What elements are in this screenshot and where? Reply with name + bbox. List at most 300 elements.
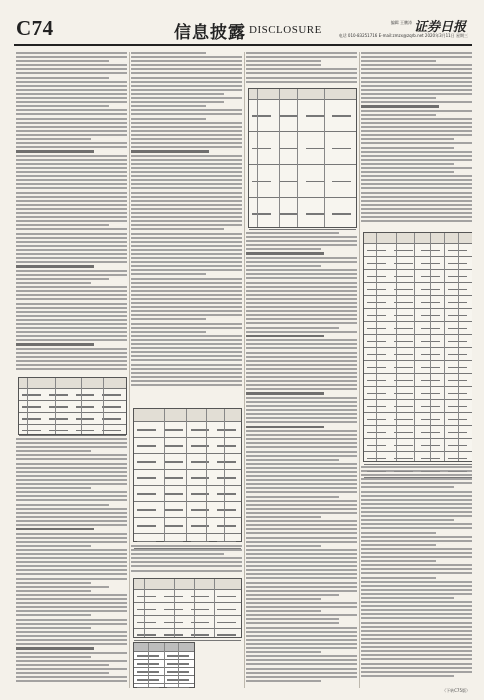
text-line bbox=[361, 675, 454, 677]
text-line bbox=[131, 204, 242, 206]
text-line bbox=[131, 118, 206, 120]
data-table bbox=[18, 377, 127, 435]
text-line bbox=[16, 261, 127, 263]
article-text-block bbox=[246, 52, 357, 85]
text-line bbox=[131, 77, 242, 79]
text-line bbox=[16, 52, 127, 54]
text-line bbox=[16, 652, 127, 654]
text-line bbox=[16, 56, 127, 58]
text-line bbox=[246, 376, 357, 378]
text-line bbox=[16, 471, 127, 473]
table-cell-text bbox=[137, 541, 156, 543]
text-line bbox=[246, 343, 357, 345]
text-line bbox=[361, 622, 472, 624]
text-line bbox=[16, 631, 127, 633]
text-line bbox=[16, 610, 127, 612]
text-line bbox=[16, 483, 127, 485]
text-line bbox=[246, 352, 357, 354]
text-line bbox=[361, 532, 436, 534]
text-line bbox=[16, 77, 109, 79]
text-line bbox=[16, 565, 127, 567]
text-line bbox=[16, 541, 127, 543]
text-line bbox=[16, 142, 127, 144]
text-line bbox=[361, 56, 472, 58]
text-line bbox=[131, 282, 242, 284]
text-line bbox=[361, 667, 472, 669]
text-line bbox=[246, 528, 357, 530]
table-cell-text bbox=[217, 525, 236, 527]
table-cell-text bbox=[76, 418, 95, 420]
text-line bbox=[131, 179, 242, 181]
text-line bbox=[16, 569, 127, 571]
small-table bbox=[133, 642, 195, 688]
table-cell-text bbox=[332, 213, 351, 215]
text-line bbox=[131, 85, 242, 87]
text-line bbox=[361, 503, 472, 505]
table-cell-text bbox=[164, 493, 183, 495]
text-line bbox=[16, 335, 127, 337]
text-line bbox=[16, 179, 127, 181]
text-line bbox=[131, 557, 242, 559]
column-divider bbox=[359, 52, 360, 688]
text-line bbox=[361, 654, 472, 656]
text-line bbox=[16, 265, 94, 267]
text-line bbox=[361, 64, 472, 66]
table-cell-text bbox=[164, 461, 183, 463]
table-cell-text bbox=[167, 687, 189, 688]
text-line bbox=[16, 586, 109, 588]
text-line bbox=[16, 220, 127, 222]
text-line bbox=[16, 343, 94, 345]
text-line bbox=[16, 200, 127, 202]
text-column-2 bbox=[131, 52, 242, 688]
text-line bbox=[246, 388, 357, 390]
text-line bbox=[131, 105, 206, 107]
text-line bbox=[16, 594, 127, 596]
table-cell-text bbox=[252, 213, 271, 215]
editor-line: 编辑 王鹏涛 bbox=[390, 20, 412, 25]
text-line bbox=[361, 147, 454, 149]
text-line bbox=[131, 122, 242, 124]
text-line bbox=[246, 504, 357, 506]
text-line bbox=[246, 265, 321, 267]
text-line bbox=[246, 500, 357, 502]
article-text-block bbox=[131, 52, 242, 388]
text-line bbox=[16, 212, 127, 214]
text-line bbox=[246, 618, 339, 620]
text-line bbox=[361, 216, 472, 218]
text-line bbox=[361, 593, 472, 595]
table-cell-text bbox=[137, 525, 156, 527]
text-line bbox=[131, 196, 242, 198]
text-line bbox=[361, 642, 472, 644]
text-line bbox=[16, 245, 127, 247]
text-line bbox=[131, 138, 242, 140]
text-line bbox=[16, 639, 127, 641]
text-line bbox=[361, 138, 454, 140]
text-line bbox=[16, 249, 127, 251]
text-line bbox=[16, 680, 127, 682]
table-cell-text bbox=[332, 181, 351, 183]
text-line bbox=[361, 499, 472, 501]
text-line bbox=[361, 634, 472, 636]
text-line bbox=[16, 315, 127, 317]
text-line bbox=[361, 609, 472, 611]
text-line bbox=[361, 167, 472, 169]
text-line bbox=[361, 101, 472, 103]
text-line bbox=[246, 236, 357, 238]
data-table bbox=[133, 578, 242, 638]
text-line bbox=[16, 257, 127, 259]
text-line bbox=[131, 171, 242, 173]
text-line bbox=[361, 560, 436, 562]
text-line bbox=[16, 138, 91, 140]
text-line bbox=[361, 601, 472, 603]
text-line bbox=[361, 110, 472, 112]
text-line bbox=[131, 150, 209, 152]
text-line bbox=[131, 257, 242, 259]
table-cell-text bbox=[22, 394, 41, 396]
text-line bbox=[246, 545, 321, 547]
text-line bbox=[131, 318, 206, 320]
text-line bbox=[16, 533, 127, 535]
table-cell-text bbox=[49, 430, 68, 432]
text-line bbox=[246, 290, 357, 292]
text-line bbox=[16, 454, 127, 456]
text-line bbox=[246, 451, 357, 453]
text-line bbox=[246, 655, 357, 657]
text-line bbox=[16, 475, 127, 477]
text-line bbox=[361, 585, 472, 587]
article-text-block bbox=[361, 466, 472, 679]
text-line bbox=[246, 314, 357, 316]
text-line bbox=[246, 368, 357, 370]
table-cell-text bbox=[217, 477, 236, 479]
table-cell-text bbox=[306, 181, 325, 183]
text-line bbox=[16, 130, 127, 132]
text-line bbox=[16, 85, 127, 87]
text-line bbox=[16, 647, 94, 649]
text-line bbox=[16, 303, 127, 305]
text-line bbox=[246, 582, 357, 584]
text-line bbox=[131, 134, 242, 136]
text-line bbox=[16, 360, 127, 362]
text-line bbox=[16, 253, 127, 255]
text-line bbox=[361, 97, 436, 99]
text-line bbox=[131, 553, 224, 555]
text-line bbox=[246, 610, 321, 612]
table-cell-text bbox=[102, 430, 121, 432]
text-line bbox=[16, 352, 127, 354]
text-line bbox=[131, 81, 242, 83]
text-line bbox=[16, 549, 127, 551]
text-line bbox=[246, 442, 357, 444]
text-line bbox=[131, 351, 242, 353]
text-line bbox=[16, 233, 127, 235]
text-line bbox=[361, 72, 472, 74]
table-cell-text bbox=[306, 213, 325, 215]
text-line bbox=[246, 335, 324, 337]
text-line bbox=[131, 68, 242, 70]
text-line bbox=[246, 561, 357, 563]
text-line bbox=[131, 290, 242, 292]
text-line bbox=[131, 146, 242, 148]
text-line bbox=[246, 277, 357, 279]
text-line bbox=[246, 647, 357, 649]
text-line bbox=[16, 557, 127, 559]
text-line bbox=[361, 196, 472, 198]
table-cell-text bbox=[217, 445, 236, 447]
text-line bbox=[246, 455, 357, 457]
text-line bbox=[16, 216, 127, 218]
table-cell-text bbox=[137, 596, 156, 598]
text-line bbox=[131, 355, 242, 357]
text-line bbox=[16, 159, 127, 161]
text-line bbox=[361, 171, 454, 173]
table-cell-text bbox=[22, 430, 41, 432]
text-line bbox=[246, 273, 357, 275]
text-line bbox=[16, 450, 91, 452]
text-line bbox=[361, 212, 472, 214]
text-line bbox=[246, 668, 357, 670]
text-line bbox=[361, 52, 472, 54]
text-line bbox=[131, 192, 242, 194]
table-cell-text bbox=[217, 609, 236, 611]
text-line bbox=[246, 520, 357, 522]
text-line bbox=[246, 651, 321, 653]
text-line bbox=[246, 52, 357, 54]
text-line bbox=[16, 635, 127, 637]
text-line bbox=[131, 224, 242, 226]
text-line bbox=[246, 639, 357, 641]
text-line bbox=[246, 635, 357, 637]
text-line bbox=[246, 438, 357, 440]
text-line bbox=[361, 175, 472, 177]
text-line bbox=[246, 553, 357, 555]
text-line bbox=[361, 151, 472, 153]
text-line bbox=[361, 577, 436, 579]
text-line bbox=[246, 269, 357, 271]
text-line bbox=[361, 564, 472, 566]
text-line bbox=[16, 553, 127, 555]
text-line bbox=[16, 241, 127, 243]
section-title: 信息披露 bbox=[174, 23, 246, 43]
text-line bbox=[246, 524, 357, 526]
text-line bbox=[16, 290, 127, 292]
text-line bbox=[131, 314, 242, 316]
text-line bbox=[246, 298, 357, 300]
text-line bbox=[246, 327, 339, 329]
text-line bbox=[16, 323, 127, 325]
table-cell-text bbox=[49, 406, 68, 408]
text-line bbox=[361, 466, 472, 468]
table-cell-text bbox=[137, 493, 156, 495]
text-line bbox=[16, 150, 94, 152]
text-line bbox=[16, 118, 127, 120]
text-line bbox=[131, 93, 224, 95]
text-line bbox=[16, 278, 109, 280]
text-line bbox=[246, 64, 321, 66]
text-line bbox=[16, 491, 127, 493]
article-text-block bbox=[16, 52, 127, 372]
text-line bbox=[361, 544, 436, 546]
text-line bbox=[246, 240, 357, 242]
text-line bbox=[246, 463, 357, 465]
table-cell-text bbox=[22, 406, 41, 408]
text-line bbox=[246, 244, 357, 246]
text-line bbox=[246, 672, 357, 674]
text-line bbox=[131, 130, 242, 132]
text-line bbox=[361, 552, 472, 554]
text-line bbox=[16, 590, 91, 592]
text-line bbox=[246, 364, 357, 366]
table-cell-text bbox=[306, 148, 325, 150]
table-cell-text bbox=[137, 687, 159, 688]
text-line bbox=[246, 302, 357, 304]
text-line bbox=[246, 680, 321, 682]
text-line bbox=[246, 339, 357, 341]
text-line bbox=[246, 252, 324, 254]
text-line bbox=[246, 248, 321, 250]
text-line bbox=[16, 122, 127, 124]
text-line bbox=[131, 60, 242, 62]
text-line bbox=[16, 208, 127, 210]
text-line bbox=[361, 486, 454, 488]
text-line bbox=[361, 650, 472, 652]
text-line bbox=[16, 155, 127, 157]
text-line bbox=[16, 660, 127, 662]
text-line bbox=[16, 72, 127, 74]
text-line bbox=[246, 467, 357, 469]
text-line bbox=[361, 556, 472, 558]
text-line bbox=[131, 228, 224, 230]
text-line bbox=[16, 113, 127, 115]
text-line bbox=[16, 578, 127, 580]
text-line bbox=[246, 631, 357, 633]
text-line bbox=[246, 372, 357, 374]
meta-line: 电话 010-83251716 E-mail:zmzx@zqrb.net 2020年3月11日 星期三 bbox=[338, 33, 468, 38]
table-cell-text bbox=[217, 429, 236, 431]
text-line bbox=[131, 545, 242, 547]
text-line bbox=[361, 523, 472, 525]
text-line bbox=[131, 175, 242, 177]
text-line bbox=[246, 614, 357, 616]
text-line bbox=[16, 487, 91, 489]
text-line bbox=[131, 570, 242, 572]
text-line bbox=[246, 508, 357, 510]
text-line bbox=[361, 536, 472, 538]
table-cell-text bbox=[252, 148, 271, 150]
text-line bbox=[361, 155, 472, 157]
table-cell-text bbox=[306, 115, 325, 117]
text-line bbox=[16, 467, 127, 469]
text-line bbox=[16, 282, 91, 284]
text-line bbox=[361, 192, 472, 194]
text-line bbox=[361, 118, 472, 120]
text-line bbox=[361, 183, 472, 185]
text-line bbox=[361, 93, 472, 95]
text-line bbox=[246, 516, 321, 518]
text-line bbox=[361, 68, 472, 70]
text-line bbox=[16, 204, 127, 206]
text-line bbox=[131, 200, 242, 202]
text-line bbox=[16, 64, 127, 66]
text-line bbox=[361, 81, 472, 83]
text-line bbox=[131, 278, 242, 280]
text-line bbox=[16, 171, 127, 173]
text-line bbox=[131, 89, 242, 91]
text-line bbox=[361, 482, 472, 484]
column-divider bbox=[129, 52, 130, 688]
text-line bbox=[16, 89, 127, 91]
text-line bbox=[246, 318, 357, 320]
table-cell-text bbox=[252, 115, 271, 117]
text-line bbox=[246, 602, 357, 604]
text-line bbox=[16, 183, 127, 185]
table-cell-text bbox=[102, 418, 121, 420]
text-line bbox=[16, 146, 127, 148]
text-line bbox=[131, 212, 242, 214]
text-line bbox=[16, 458, 127, 460]
text-line bbox=[131, 380, 242, 382]
text-line bbox=[16, 623, 127, 625]
table-cell-text bbox=[217, 634, 236, 636]
table-cell-text bbox=[22, 418, 41, 420]
text-line bbox=[246, 384, 357, 386]
text-line bbox=[131, 347, 242, 349]
text-line bbox=[16, 356, 127, 358]
text-line bbox=[131, 220, 242, 222]
table-cell-text bbox=[137, 445, 156, 447]
text-line bbox=[16, 274, 127, 276]
text-line bbox=[16, 499, 127, 501]
text-line bbox=[131, 327, 242, 329]
table-cell-text bbox=[217, 541, 236, 543]
text-line bbox=[16, 438, 127, 440]
text-line bbox=[361, 589, 472, 591]
text-line bbox=[16, 134, 127, 136]
text-line bbox=[361, 511, 472, 513]
text-line bbox=[246, 496, 339, 498]
text-line bbox=[361, 495, 472, 497]
text-line bbox=[361, 540, 472, 542]
text-line bbox=[246, 549, 357, 551]
text-line bbox=[361, 519, 454, 521]
text-line bbox=[246, 577, 357, 579]
text-line bbox=[16, 298, 127, 300]
text-line bbox=[361, 638, 472, 640]
text-line bbox=[16, 60, 109, 62]
text-line bbox=[361, 568, 472, 570]
text-line bbox=[246, 434, 357, 436]
table-cell-text bbox=[137, 509, 156, 511]
text-line bbox=[246, 532, 357, 534]
text-line bbox=[131, 163, 242, 165]
text-line bbox=[361, 478, 472, 480]
text-line bbox=[246, 590, 357, 592]
text-line bbox=[16, 97, 127, 99]
text-line bbox=[361, 572, 472, 574]
text-line bbox=[131, 269, 242, 271]
text-line bbox=[131, 109, 242, 111]
text-line bbox=[16, 545, 91, 547]
text-line bbox=[361, 597, 454, 599]
text-line bbox=[361, 126, 472, 128]
text-line bbox=[16, 516, 127, 518]
text-line bbox=[16, 237, 127, 239]
text-line bbox=[131, 253, 242, 255]
text-line bbox=[131, 261, 242, 263]
